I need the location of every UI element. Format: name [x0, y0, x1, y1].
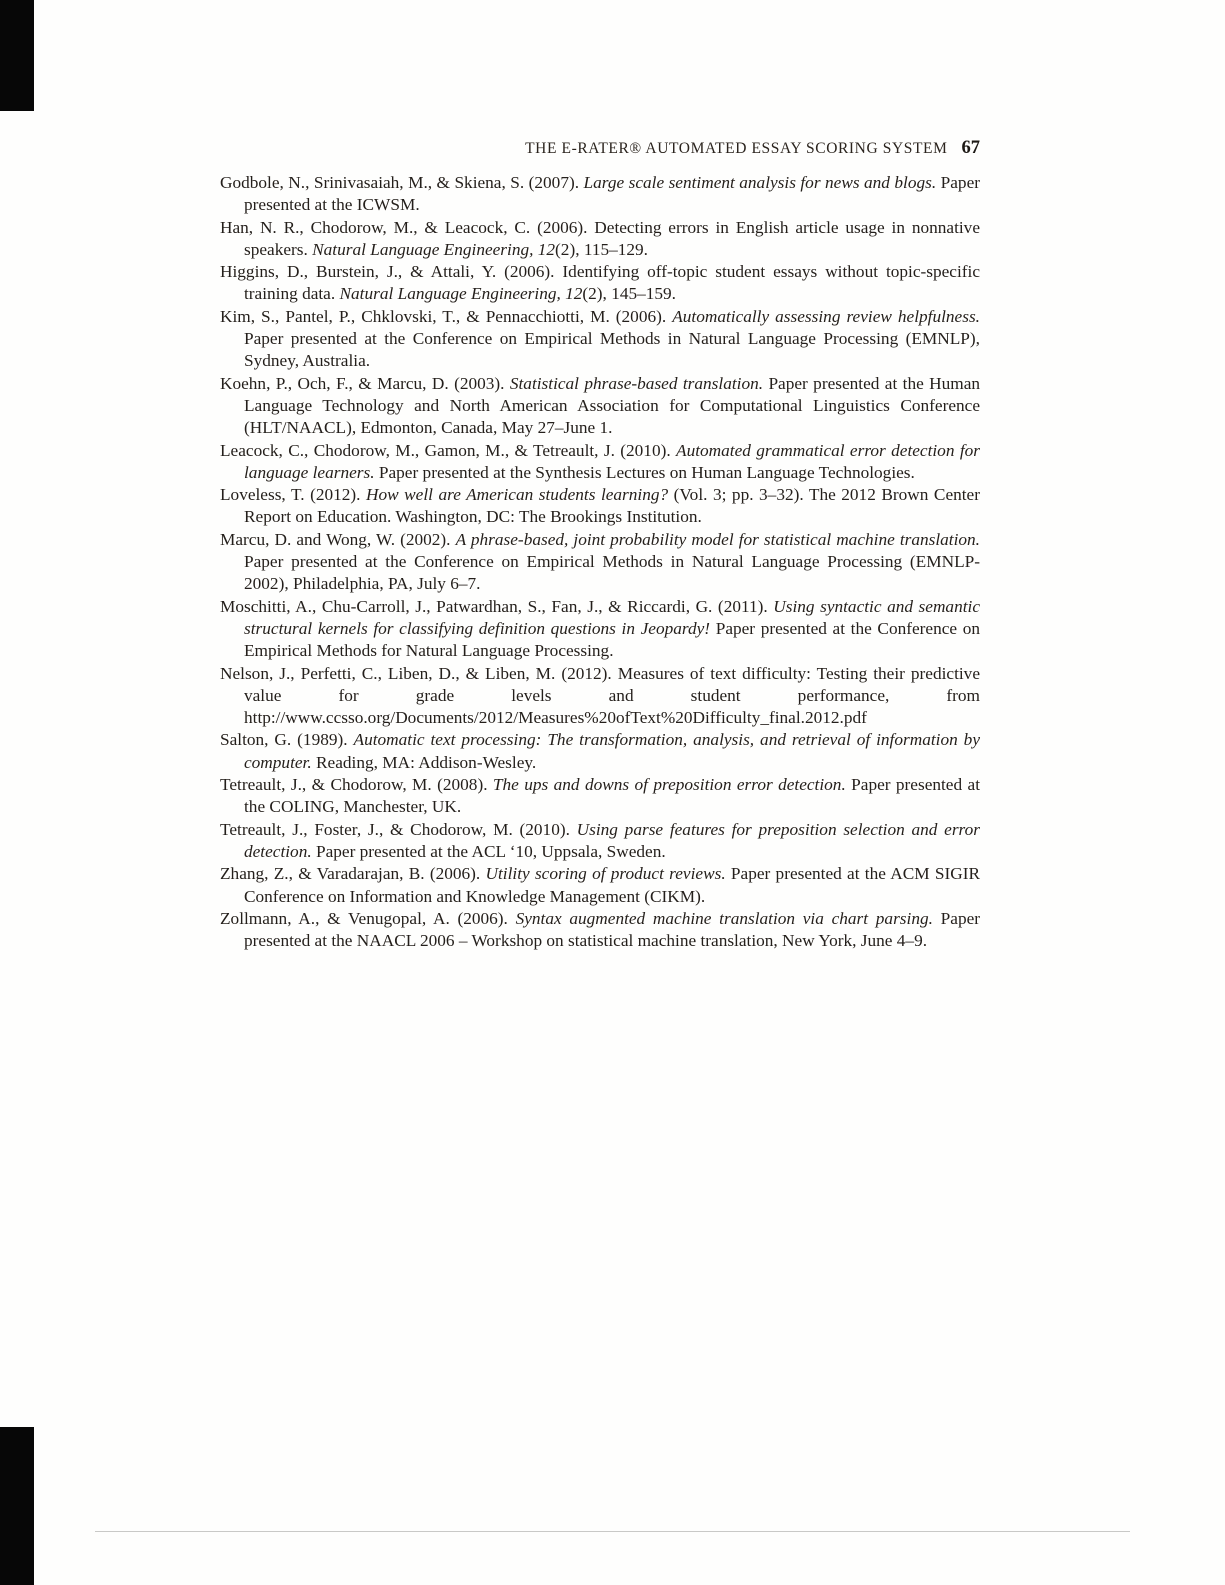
reference-text: Paper presented at the Synthesis Lectures on Human Language Technologies.	[374, 462, 915, 482]
reference-text: Leacock, C., Chodorow, M., Gamon, M., & Tetreault, J. (2010).	[220, 440, 677, 460]
reference-text: Moschitti, A., Chu-Carroll, J., Patwardhan, S., Fan, J., & Riccardi, G. (2011).	[220, 596, 774, 616]
reference-entry	[220, 172, 980, 217]
reference-text: Paper presented at the Conference on Empirical Methods for Natural Language Processing.	[244, 618, 980, 661]
reference-title-italic: Utility scoring of product reviews.	[485, 864, 726, 884]
reference-entry	[220, 596, 980, 663]
reference-title-italic: Natural Language Engineering, 12	[339, 284, 583, 304]
reference-text: Han, N. R., Chodorow, M., & Leacock, C. (2006). Detecting errors in English article usage in nonnative speakers.	[220, 217, 980, 259]
reference-text: Godbole, N., Srinivasaiah, M., & Skiena, S. (2007).	[220, 173, 584, 192]
reference-entry	[220, 729, 980, 774]
reference-text: Higgins, D., Burstein, J., & Attali, Y. (2006). Identifying off-topic student essays without topic-specific training data.	[220, 262, 980, 304]
reference-entry	[220, 819, 980, 864]
reference-text: Paper presented at the ICWSM.	[244, 173, 980, 215]
reference-entry	[220, 306, 980, 373]
running-header	[220, 138, 980, 159]
reference-list	[220, 172, 980, 952]
scan-artifact-top-left	[0, 0, 34, 111]
reference-text: Paper presented at the Human Language Technology and North American Association for Computational Linguistics Conference (HLT/NAACL), Edmonton, Canada, May 27–June 1.	[244, 373, 981, 438]
reference-entry	[220, 774, 980, 819]
reference-text: Paper presented at the Conference on Empirical Methods in Natural Language Processing (EMNLP-2002), Philadelphia, PA, July 6–7.	[244, 552, 980, 594]
reference-text: Paper presented at the COLING, Manchester, UK.	[244, 775, 980, 817]
reference-title-italic: Using syntactic and semantic structural kernels for classifying definition questions in Jeopardy!	[244, 596, 980, 638]
reference-entry	[220, 373, 980, 440]
reference-text: Paper presented at the Conference on Empirical Methods in Natural Language Processing (EMNLP), Sydney, Australia.	[244, 329, 980, 371]
reference-entry	[220, 440, 980, 485]
reference-title-italic: How well are American students learning?	[365, 485, 669, 505]
reference-text: Nelson, J., Perfetti, C., Liben, D., & Liben, M. (2012). Measures of text difficulty: Testing their predictive value for grade levels and student performance, from http://www.ccsso.org/Documents/2012/Measures%20ofText%20Difficulty_final.2012.pdf	[220, 663, 980, 728]
reference-entry	[220, 484, 980, 529]
reference-text: Marcu, D. and Wong, W. (2002).	[220, 529, 456, 549]
reference-text: Reading, MA: Addison-Wesley.	[311, 752, 537, 772]
reference-title-italic: Natural Language Engineering, 12	[312, 239, 556, 259]
reference-entry	[220, 908, 980, 953]
reference-title-italic: Large scale sentiment analysis for news and blogs.	[583, 173, 937, 192]
reference-text: Loveless, T. (2012).	[220, 485, 366, 505]
reference-text: Paper presented at the ACL ‘10, Uppsala, Sweden.	[311, 841, 666, 861]
reference-title-italic: The ups and downs of preposition error detection.	[492, 775, 846, 795]
reference-title-italic: Syntax augmented machine translation via chart parsing.	[515, 908, 933, 928]
reference-entry	[220, 529, 980, 596]
page-number: 67	[961, 138, 980, 158]
reference-title-italic: Automated grammatical error detection for language learners.	[244, 440, 980, 482]
reference-title-italic: Automatic text processing: The transformation, analysis, and retrieval of information by computer.	[244, 730, 980, 772]
reference-title-italic: Automatically assessing review helpfulness.	[672, 306, 980, 326]
references-section	[220, 172, 980, 952]
reference-text: Tetreault, J., & Chodorow, M. (2008).	[220, 775, 493, 795]
reference-entry	[220, 261, 980, 306]
scan-artifact-bottom-left	[0, 1427, 34, 1585]
reference-text: Paper presented at the ACM SIGIR Conference on Information and Knowledge Management (CIKM).	[244, 864, 980, 906]
reference-text: Koehn, P., Och, F., & Marcu, D. (2003).	[220, 373, 510, 393]
reference-text: Paper presented at the NAACL 2006 – Workshop on statistical machine translation, New York, June 4–9.	[244, 908, 981, 951]
reference-entry	[220, 217, 980, 262]
reference-text: (2), 145–159.	[582, 284, 677, 304]
reference-title-italic: A phrase-based, joint probability model for statistical machine translation.	[455, 529, 980, 549]
reference-text: (Vol. 3; pp. 3–32). The 2012 Brown Center Report on Education. Washington, DC: The Brookings Institution.	[244, 485, 980, 527]
reference-text: Zhang, Z., & Varadarajan, B. (2006).	[220, 864, 486, 884]
reference-text: Salton, G. (1989).	[220, 730, 354, 750]
reference-title-italic: Statistical phrase-based translation.	[509, 373, 764, 393]
running-title: THE E-RATER® AUTOMATED ESSAY SCORING SYSTEM	[525, 140, 948, 157]
footer-rule	[95, 1531, 1130, 1532]
reference-entry	[220, 863, 980, 908]
reference-text: Tetreault, J., Foster, J., & Chodorow, M. (2010).	[220, 819, 577, 839]
reference-text: Zollmann, A., & Venugopal, A. (2006).	[220, 908, 516, 928]
reference-title-italic: Using parse features for preposition selection and error detection.	[244, 819, 981, 861]
reference-text: Kim, S., Pantel, P., Chklovski, T., & Pennacchiotti, M. (2006).	[220, 306, 673, 326]
reference-text: (2), 115–129.	[555, 239, 649, 259]
reference-entry	[220, 663, 980, 730]
